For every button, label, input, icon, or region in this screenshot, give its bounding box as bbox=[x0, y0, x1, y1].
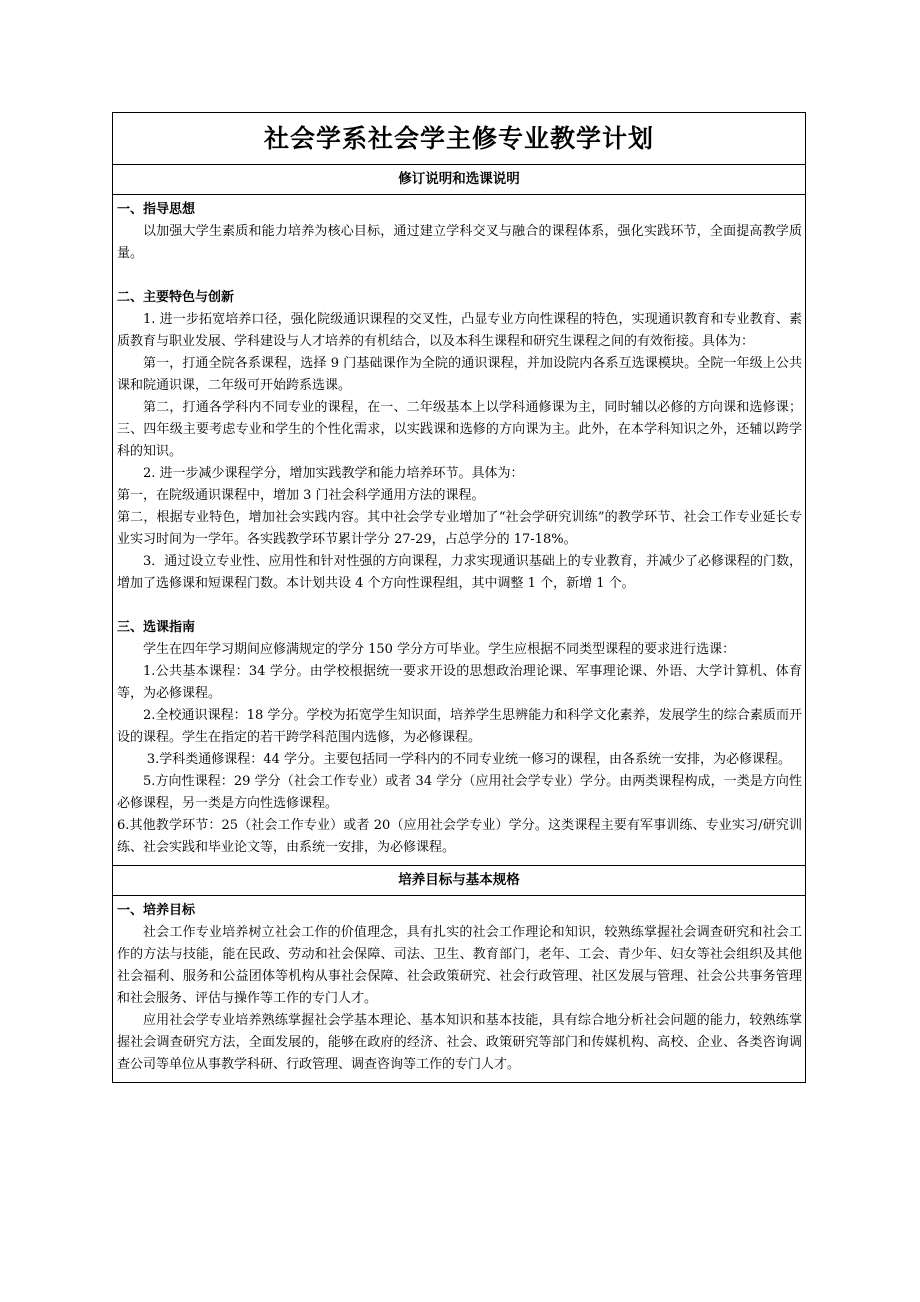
section-header-objectives: 培养目标与基本规格 bbox=[113, 866, 805, 896]
heading-features: 二、主要特色与创新 bbox=[117, 290, 235, 305]
section-header-revision: 修订说明和选课说明 bbox=[113, 165, 805, 195]
paragraph: 社会工作专业培养树立社会工作的价值理念，具有扎实的社会工作理论和知识，较熟练掌握社会调查研究和社会工作的方法与技能，能在民政、劳动和社会保障、司法、卫生、教育部门，老年、工会、青少年、妇女等社会组织及其他社会福利、服务和公益团体等机构从事社会保障、社会政策研究、社会行政管理、社区发展与管理、社会公共事务管理和社会服务、评估与操作等工作的专门人才。 bbox=[117, 925, 802, 1006]
paragraph: 第一，在院级通识课程中，增加 3 门社会科学通用方法的课程。 bbox=[117, 488, 485, 503]
paragraph: 1. 进一步拓宽培养口径，强化院级通识课程的交叉性，凸显专业方向性课程的特色，实现通识教育和专业教育、素质教育与职业发展、学科建设与人才培养的有机结合，以及本科生课程和研究生课程之间的有效衔接。具体为： bbox=[117, 312, 802, 349]
heading-guiding-ideology: 一、指导思想 bbox=[117, 202, 196, 217]
paragraph: 学生在四年学习期间应修满规定的学分 150 学分方可毕业。学生应根据不同类型课程的要求进行选课： bbox=[143, 642, 736, 657]
heading-course-guide: 三、选课指南 bbox=[117, 620, 196, 635]
paragraph: 2.全校通识课程：18 学分。学校为拓宽学生知识面，培养学生思辨能力和科学文化素养，发展学生的综合素质而开设的课程。学生在指定的若干跨学科范围内选修，为必修课程。 bbox=[117, 708, 802, 745]
section-body-objectives bbox=[113, 896, 805, 1082]
paragraph: 5.方向性课程：29 学分（社会工作专业）或者 34 学分（应用社会学专业）学分。由两类课程构成，一类是方向性必修课程，另一类是方向性选修课程。 bbox=[117, 774, 802, 811]
paragraph: 第一，打通全院各系课程，选择 9 门基础课作为全院的通识课程，并加设院内各系互选课模块。全院一年级上公共课和院通识课，二年级可开始跨系选课。 bbox=[117, 356, 802, 393]
document-table bbox=[112, 112, 806, 1083]
paragraph: 6.其他教学环节：25（社会工作专业）或者 20（应用社会学专业）学分。这类课程主要有军事训练、专业实习/研究训练、社会实践和毕业论文等，由系统一安排，为必修课程。 bbox=[117, 818, 802, 855]
paragraph: 1.公共基本课程：34 学分。由学校根据统一要求开设的思想政治理论课、军事理论课、外语、大学计算机、体育等，为必修课程。 bbox=[117, 664, 802, 701]
paragraph: 3．通过设立专业性、应用性和针对性强的方向课程，力求实现通识基础上的专业教育，并减少了必修课程的门数，增加了选修课和短课程门数。本计划共设 4 个方向性课程组，其中调整 1 个，新增 1 个。 bbox=[117, 554, 802, 591]
paragraph: 第二，打通各学科内不同专业的课程，在一、二年级基本上以学科通修课为主，同时辅以必修的方向课和选修课；三、四年级主要考虑专业和学生的个性化需求，以实践课和选修的方向课为主。此外，在本学科知识之外，还辅以跨学科的知识。 bbox=[117, 400, 802, 459]
page-title: 社会学系社会学主修专业教学计划 bbox=[113, 113, 805, 165]
paragraph: 2. 进一步减少课程学分，增加实践教学和能力培养环节。具体为： bbox=[143, 466, 524, 481]
paragraph: 应用社会学专业培养熟练掌握社会学基本理论、基本知识和基本技能，具有综合地分析社会问题的能力，较熟练掌握社会调查研究方法，全面发展的，能够在政府的经济、社会、政策研究等部门和传媒机构、高校、企业、各类咨询调查公司等单位从事教学科研、行政管理、调查咨询等工作的专门人才。 bbox=[117, 1013, 802, 1072]
heading-objectives: 一、培养目标 bbox=[117, 903, 196, 918]
paragraph: 3.学科类通修课程：44 学分。主要包括同一学科内的不同专业统一修习的课程，由各系统一安排，为必修课程。 bbox=[146, 752, 791, 767]
section-body-revision bbox=[113, 195, 805, 866]
paragraph: 第二，根据专业特色，增加社会实践内容。其中社会学专业增加了“社会学研究训练”的教学环节、社会工作专业延长专业实习时间为一学年。各实践教学环节累计学分 27-29，占总学分的 17-18%。 bbox=[117, 510, 802, 547]
paragraph: 以加强大学生素质和能力培养为核心目标，通过建立学科交叉与融合的课程体系，强化实践环节，全面提高教学质量。 bbox=[117, 224, 802, 261]
